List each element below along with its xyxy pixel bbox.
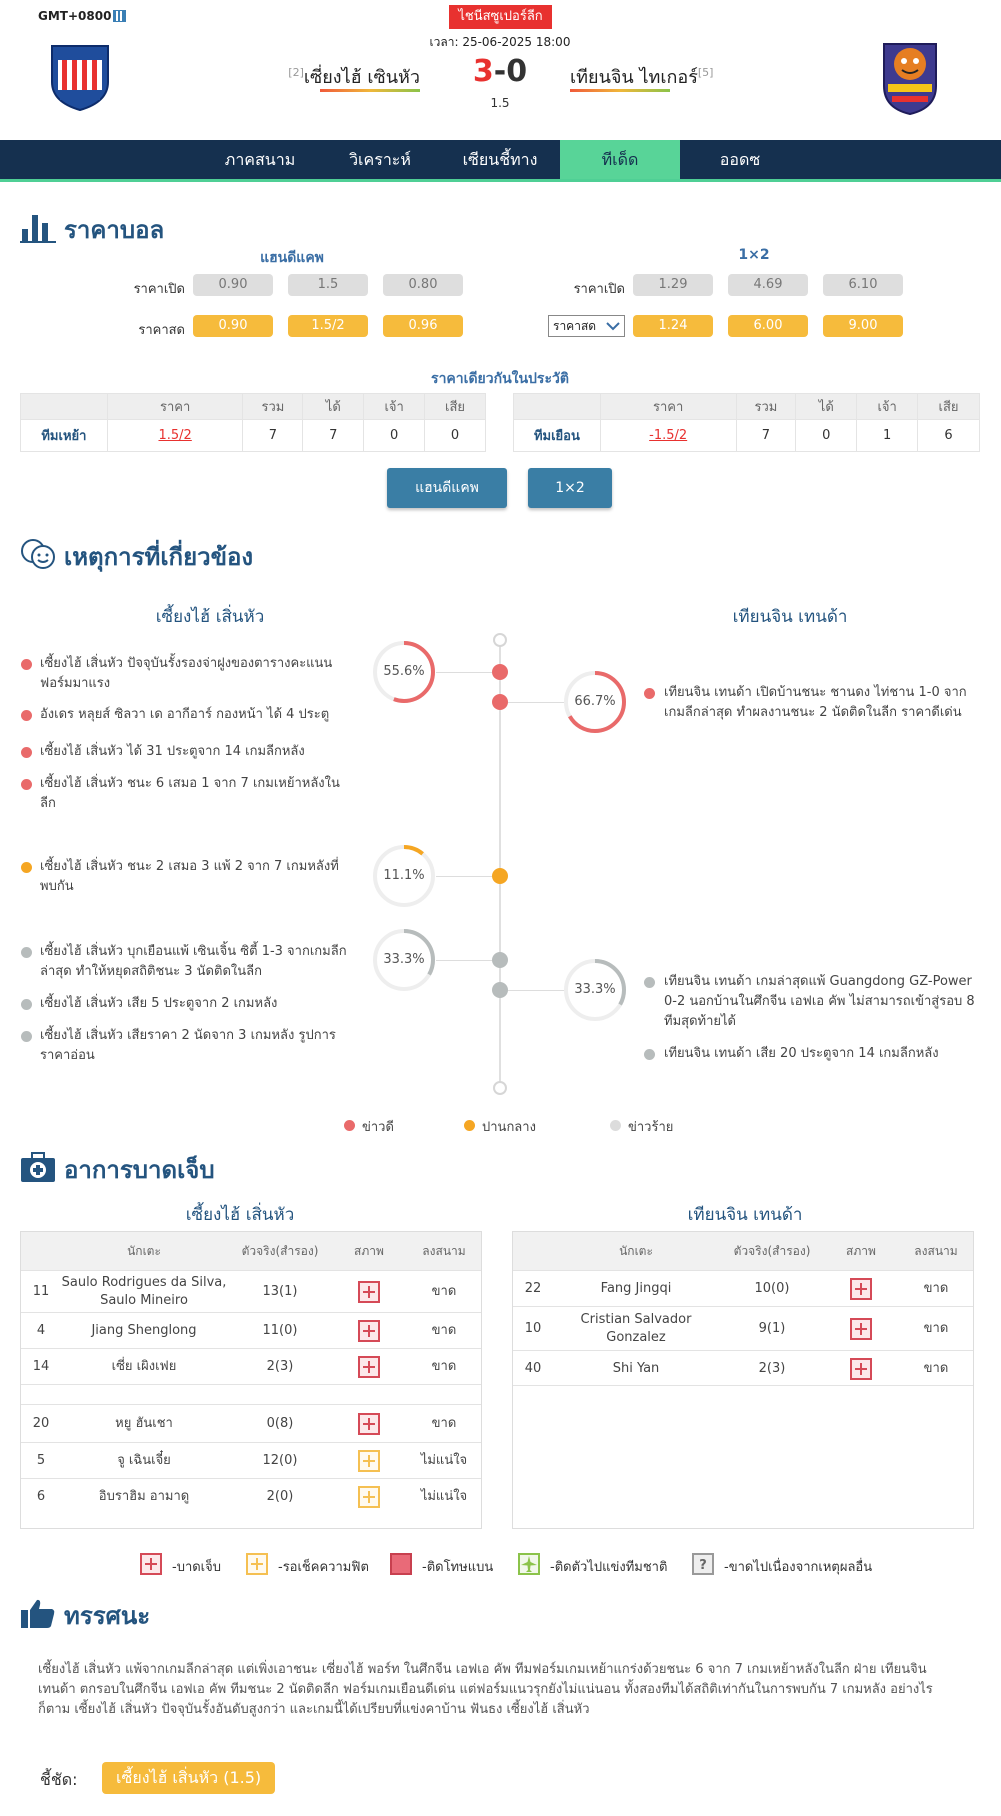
tab-field[interactable]: ภาคสนาม bbox=[224, 150, 296, 169]
main-nav bbox=[0, 140, 1001, 182]
handicap-open-line: 1.5 bbox=[288, 274, 368, 296]
handicap-live-away: 0.96 bbox=[383, 315, 463, 337]
away-team-name[interactable]: เทียนจิน ไทเกอร์[5] bbox=[570, 66, 714, 88]
legend-injured-icon bbox=[140, 1553, 162, 1575]
match-header bbox=[0, 0, 1001, 140]
ring-label: 55.6% bbox=[383, 664, 425, 679]
plane-icon bbox=[518, 1553, 540, 1575]
bad-news-dot bbox=[644, 1049, 655, 1060]
x12-open-home: 1.29 bbox=[633, 274, 713, 296]
away-team-rank: [5] bbox=[697, 66, 714, 79]
table-row: ทีมเยือน -1.5/2 7 0 1 6 bbox=[514, 420, 980, 452]
legend-other-label: -ขาดไปเนื่องจากเหตุผลอื่น bbox=[724, 1560, 873, 1575]
timezone-selector[interactable]: GMT+0800 bbox=[38, 9, 126, 23]
bad-news-dot bbox=[21, 1031, 32, 1042]
history-team: ทีมเยือน bbox=[514, 420, 601, 452]
table-row: 20 หยู ฮันเชา 0(8) ขาด bbox=[21, 1404, 481, 1442]
bar-chart-icon bbox=[20, 211, 56, 243]
good-news-dot bbox=[21, 779, 32, 790]
x12-open-draw: 4.69 bbox=[728, 274, 808, 296]
away-team-logo[interactable] bbox=[878, 38, 942, 116]
x12-live-draw: 6.00 bbox=[728, 315, 808, 337]
handicap-live-line: 1.5/2 bbox=[288, 315, 368, 337]
chart-icon bbox=[113, 10, 126, 22]
injury-home-table bbox=[20, 1231, 482, 1529]
injury-away-table bbox=[512, 1231, 974, 1529]
good-news-dot bbox=[21, 710, 32, 721]
thumbs-up-icon bbox=[20, 1597, 56, 1629]
player-name[interactable]: Fang Jingqi bbox=[600, 1281, 672, 1296]
svg-text:?: ? bbox=[699, 1558, 707, 1573]
bad-news-dot bbox=[21, 999, 32, 1010]
injured-icon bbox=[358, 1320, 380, 1342]
injury-table-header: นักเตะ ตัวจริง(สำรอง) สภาพ ลงสนาม bbox=[21, 1232, 481, 1270]
table-row: 10 Cristian Salvador Gonzalez 9(1) ขาด bbox=[513, 1306, 973, 1350]
injured-icon bbox=[850, 1278, 872, 1300]
table-row: 5 จู เฉินเจี๋ย 12(0) ไม่แน่ใจ bbox=[21, 1442, 481, 1478]
match-time: เวลา: 25-06-2025 18:00 bbox=[429, 35, 571, 49]
x12-open-away: 6.10 bbox=[823, 274, 903, 296]
home-team-name[interactable]: [2]เซี่ยงไฮ้ เซินหัว bbox=[288, 66, 420, 88]
legend-injured-label: -บาดเจ็บ bbox=[172, 1560, 221, 1575]
tab-analysis[interactable]: วิเคราะห์ bbox=[349, 150, 411, 169]
timeline-end bbox=[493, 1081, 507, 1095]
history-price-link[interactable]: -1.5/2 bbox=[600, 420, 736, 452]
good-news-dot bbox=[21, 659, 32, 670]
home-team-rank: [2] bbox=[288, 66, 304, 79]
handicap-live-label: ราคาสด bbox=[138, 323, 185, 338]
timeline-start bbox=[493, 633, 507, 647]
tab-odds[interactable]: ออดซ bbox=[719, 150, 761, 169]
opinion-section-title: ทรรศนะ bbox=[20, 1596, 150, 1636]
odds-type-select[interactable]: ราคาสด bbox=[548, 315, 625, 337]
injured-icon bbox=[358, 1413, 380, 1435]
bad-news-dot bbox=[644, 977, 655, 988]
legend-neutral-dot bbox=[464, 1120, 475, 1131]
col-draw: เจ้า bbox=[364, 394, 425, 420]
question-icon bbox=[692, 1553, 714, 1575]
table-row: 6 อิบราฮิม อามาดู 2(0) ไม่แน่ใจ bbox=[21, 1478, 481, 1514]
handicap-live-home: 0.90 bbox=[193, 315, 273, 337]
home-event-good: เซี้ยงไฮ้ เสิ่นหัว ได้ 31 ประตูจาก 14 เกมลีกหลัง bbox=[40, 744, 305, 759]
table-row: 40 Shi Yan 2(3) ขาด bbox=[513, 1350, 973, 1386]
timeline-connector bbox=[508, 990, 564, 991]
x12-live-away: 9.00 bbox=[823, 315, 903, 337]
player-name[interactable]: Saulo Rodrigues da Silva, Saulo Mineiro bbox=[61, 1275, 227, 1308]
legend-good-label: ข่าวดี bbox=[362, 1120, 394, 1135]
col-lose: เสีย bbox=[425, 394, 486, 420]
away-event-bad: เทียนจิน เทนด้า เสีย 20 ประตูจาก 14 เกมลีกหลัง bbox=[664, 1046, 939, 1061]
match-score bbox=[460, 54, 540, 89]
injury-section-title: อาการบาดเจ็บ bbox=[20, 1150, 215, 1190]
home-event-bad: เซี้ยงไฮ้ เสิ่นหัว เสียราคา 2 นัดจาก 3 เกมหลัง รูปการราคาอ่อน bbox=[40, 1028, 336, 1063]
league-badge[interactable]: ไชนีสซูเปอร์ลีก bbox=[449, 5, 552, 29]
x12-button[interactable]: 1×2 bbox=[528, 468, 612, 508]
score-separator: - bbox=[493, 54, 507, 89]
home-score: 3 bbox=[472, 54, 494, 89]
injured-icon bbox=[850, 1318, 872, 1340]
table-row: ทีมเหย้า 1.5/2 7 7 0 0 bbox=[21, 420, 486, 452]
ring-label: 33.3% bbox=[383, 952, 425, 967]
timeline-connector bbox=[436, 960, 492, 961]
player-name[interactable]: จู เฉินเจี๋ย bbox=[117, 1453, 171, 1468]
events-away-team: เทียนจิน เทนด้า bbox=[732, 607, 848, 627]
legend-neutral-label: ปานกลาง bbox=[482, 1120, 536, 1135]
x12-live-home: 1.24 bbox=[633, 315, 713, 337]
table-row: 11 Saulo Rodrigues da Silva, Saulo Mineiro 13(1) ขาด bbox=[21, 1270, 481, 1312]
x12-open-label: ราคาเปิด bbox=[573, 282, 625, 297]
history-home-table bbox=[20, 393, 486, 452]
bad-news-dot bbox=[21, 947, 32, 958]
player-name[interactable]: Jiang Shenglong bbox=[91, 1323, 197, 1338]
good-news-dot bbox=[21, 747, 32, 758]
timeline-connector bbox=[436, 876, 492, 877]
player-name[interactable]: เซี่ย เผิงเฟย bbox=[111, 1359, 177, 1374]
away-event-bad: เทียนจิน เทนด้า เกมล่าสุดแพ้ Guangdong GZ-Power 0-2 นอกบ้านในศึกจีน เอฟเอ คัพ ไม่สามารถเข้าสู่รอบ 8 ทีมสุดท้ายได้ bbox=[664, 974, 975, 1029]
home-event-good: เซี้ยงไฮ้ เสิ่นหัว ชนะ 6 เสมอ 1 จาก 7 เกมเหย้าหลังในลีก bbox=[40, 776, 340, 811]
history-title: ราคาเดียวกันในประวัติ bbox=[431, 371, 569, 387]
handicap-open-home: 0.90 bbox=[193, 274, 273, 296]
handicap-open-label: ราคาเปิด bbox=[133, 282, 185, 297]
away-score: 0 bbox=[506, 54, 528, 89]
neutral-news-dot bbox=[21, 862, 32, 873]
chevron-down-icon bbox=[606, 321, 620, 331]
player-name[interactable]: Shi Yan bbox=[612, 1361, 660, 1376]
handicap-button[interactable]: แฮนดีแคพ bbox=[387, 468, 507, 508]
home-event-bad: เซี้ยงไฮ้ เสิ่นหัว บุกเยือนแพ้ เซินเจิ้น ซิตี้ 1-3 จากเกมลีกล่าสุด ทำให้หยุดสถิติชนะ 3 นัดติดในลีก bbox=[40, 944, 347, 979]
injured-icon bbox=[850, 1358, 872, 1380]
match-handicap: 1.5 bbox=[490, 96, 510, 110]
player-name[interactable]: อิบราฮิม อามาดู bbox=[98, 1489, 190, 1504]
history-away-table: ราคา รวม ได้ เจ้า เสีย ทีมเยือน -1.5/2 7 0 1 6 bbox=[513, 393, 980, 452]
table-row-clipped bbox=[21, 1384, 481, 1404]
home-event-good: เซี้ยงไฮ้ เสิ่นหัว ปัจจุบันรั้งรองจ่าฝูงของตารางคะแนน ฟอร์มมาแรง bbox=[40, 656, 333, 691]
doubtful-icon bbox=[358, 1450, 380, 1472]
legend-suspended-label: -ติดโทษแบน bbox=[422, 1560, 494, 1575]
odds-section-title: ราคาบอล bbox=[20, 210, 164, 250]
x12-title: 1×2 bbox=[738, 247, 770, 263]
col-win: ได้ bbox=[303, 394, 364, 420]
table-row: 14 เซี่ย เผิงเฟย 2(3) ขาด bbox=[21, 1348, 481, 1384]
player-name[interactable]: หยู ฮันเชา bbox=[115, 1416, 173, 1431]
away-name-underline bbox=[570, 89, 670, 92]
ring-label: 11.1% bbox=[383, 868, 425, 883]
legend-bad-dot bbox=[610, 1120, 621, 1131]
timeline-node bbox=[492, 664, 508, 680]
injury-away-team: เทียนจิน เทนด้า bbox=[687, 1205, 803, 1225]
legend-doubtful-label: -รอเช็คความฟิต bbox=[278, 1560, 369, 1575]
opinion-text: เซี้ยงไฮ้ เสิ่นหัว แพ้จากเกมลีกล่าสุด แต่เพิ่งเอาชนะ เซี่ยงไฮ้ พอร์ท ในศึกจีน เอฟเอ คัพ ทีมฟอร์มเกมเหย้าแกร่งด้วยชนะ 6 จาก 7 เกมเหย้าหลังในลีก ฝ่าย เทียนจิน เทนด้า ตกรอบในศึกจีน เอฟเอ คัพ ทีมชนะ 2 นัดติดลีก ฟอร์มเกมเยือนดีเด่น แต่ฟอร์มแนวรุกยังไม่แน่นอน ทั้งสองทีมได้สถิติเท่ากันในการพบกัน 7 เกมหลัง อย่างไรก็ตาม เซี้ยงไฮ้ เสิ่นหัว ปัจจุบันรั้งอันดับสูงกว่า และเกมนี้ได้เปรียบที่แข่งคาบ้าน ฟันธง เซี้ยงไฮ้ เสิ่นหัว bbox=[38, 1662, 933, 1717]
home-event-bad: เซี้ยงไฮ้ เสิ่นหัว เสีย 5 ประตูจาก 2 เกมหลัง bbox=[40, 996, 278, 1011]
events-home-team: เซี้ยงไฮ้ เสิ่นหัว bbox=[155, 607, 265, 627]
ring-label: 66.7% bbox=[574, 694, 616, 709]
timeline-node bbox=[492, 694, 508, 710]
legend-bad-label: ข่าวร้าย bbox=[628, 1120, 674, 1135]
col-price: ราคา bbox=[107, 394, 243, 420]
injured-icon bbox=[358, 1356, 380, 1378]
home-team-logo[interactable] bbox=[48, 42, 112, 112]
legend-national-label: -ติดตัวไปแข่งทีมชาติ bbox=[550, 1560, 668, 1575]
legend-good-dot bbox=[344, 1120, 355, 1131]
home-event-neutral: เซี้ยงไฮ้ เสิ่นหัว ชนะ 2 เสมอ 3 แพ้ 2 จาก 7 เกมหลังที่พบกัน bbox=[40, 859, 339, 894]
injury-table-header: นักเตะ ตัวจริง(สำรอง) สภาพ ลงสนาม bbox=[513, 1232, 973, 1270]
timeline-node bbox=[492, 868, 508, 884]
timeline-connector bbox=[436, 672, 492, 673]
table-row: 4 Jiang Shenglong 11(0) ขาด bbox=[21, 1312, 481, 1348]
away-event-good: เทียนจิน เทนด้า เปิดบ้านชนะ ชานดง ไท่ชาน 1-0 จากเกมลีกล่าสุด ทำผลงานชนะ 2 นัดติดในลีก ราคาดีเด่น bbox=[664, 685, 967, 720]
timeline-node bbox=[492, 982, 508, 998]
handicap-open-away: 0.80 bbox=[383, 274, 463, 296]
col-total: รวม bbox=[243, 394, 303, 420]
injury-home-team: เซี้ยงไฮ้ เสิ่นหัว bbox=[185, 1205, 295, 1225]
good-news-dot bbox=[644, 688, 655, 699]
timeline-connector bbox=[508, 702, 564, 703]
tab-tips[interactable]: ทีเด็ด bbox=[560, 140, 680, 179]
medical-kit-icon bbox=[20, 1151, 56, 1183]
suspended-icon bbox=[390, 1553, 412, 1575]
home-name-underline bbox=[320, 89, 420, 92]
injured-icon bbox=[358, 1281, 380, 1303]
pick-badge: เซี้ยงไฮ้ เสิ่นหัว (1.5) bbox=[102, 1762, 275, 1794]
table-row: 22 Fang Jingqi 10(0) ขาด bbox=[513, 1270, 973, 1306]
legend-doubtful-icon bbox=[246, 1553, 268, 1575]
ring-label: 33.3% bbox=[574, 982, 616, 997]
events-section-title: เหตุการที่เกี่ยวข้อง bbox=[20, 537, 253, 577]
pick-label: ชี้ชัด: bbox=[40, 1770, 78, 1789]
doubtful-icon bbox=[358, 1486, 380, 1508]
chat-faces-icon bbox=[20, 538, 56, 570]
history-price-link[interactable]: 1.5/2 bbox=[107, 420, 243, 452]
tab-expert[interactable]: เซียนชี้ทาง bbox=[462, 150, 538, 169]
timeline-node bbox=[492, 952, 508, 968]
handicap-title: แฮนดีแคพ bbox=[260, 250, 324, 266]
history-team: ทีมเหย้า bbox=[21, 420, 108, 452]
player-name[interactable]: Cristian Salvador Gonzalez bbox=[580, 1312, 692, 1345]
home-event-good: อังเดร หลุยส์ ซิลวา เด อากีอาร์ กองหน้า ได้ 4 ประตู bbox=[40, 707, 330, 722]
